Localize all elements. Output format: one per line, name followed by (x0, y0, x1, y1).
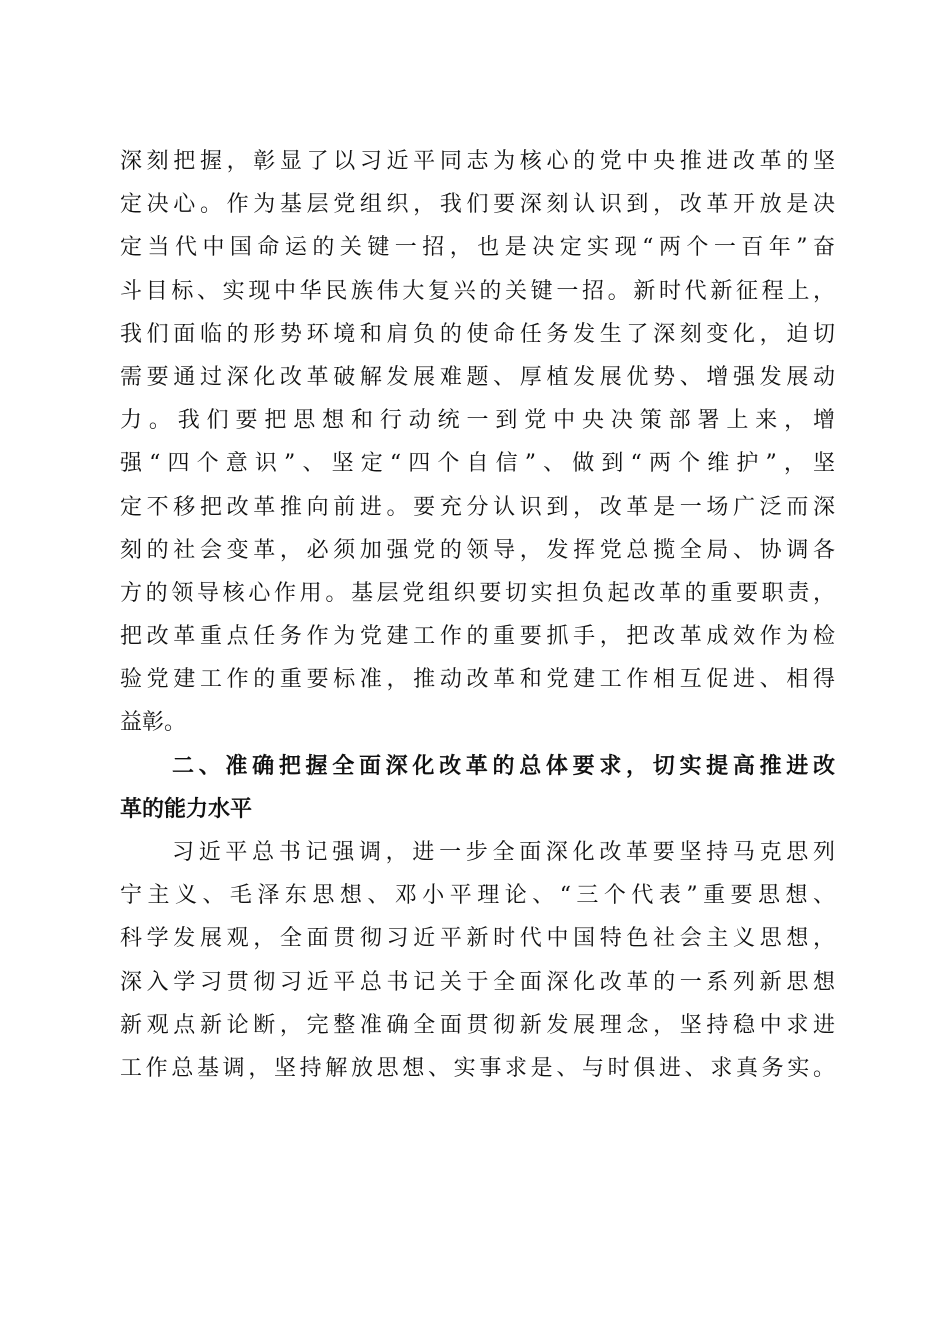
paragraph-line: 定不移把改革推向前进。要充分认识到，改革是一场广泛而深 (120, 494, 835, 520)
paragraph-line: 工作总基调，坚持解放思想、实事求是、与时俱进、求真务实。 (120, 1055, 835, 1081)
paragraph-line: 科学发展观，全面贯彻习近平新时代中国特色社会主义思想， (120, 926, 835, 952)
paragraph-line: 刻的社会变革，必须加强党的领导，发挥党总揽全局、协调各 (120, 537, 835, 563)
paragraph-line: 益彰。 (120, 710, 187, 736)
paragraph-line: 深刻把握，彰显了以习近平同志为核心的党中央推进改革的坚 (120, 149, 835, 174)
paragraph-line: 宁主义、毛泽东思想、邓小平理论、“三个代表”重要思想、 (120, 883, 835, 909)
body-paragraph-1 (120, 140, 835, 745)
paragraph-line: 强“四个意识”、坚定“四个自信”、做到“两个维护”，坚 (120, 451, 835, 477)
paragraph-line: 斗目标、实现中华民族伟大复兴的关键一招。新时代新征程上， (120, 278, 835, 304)
heading-line: 二、准确把握全面深化改革的总体要求，切实提高推进改 (172, 753, 835, 779)
paragraph-line: 习近平总书记强调，进一步全面深化改革要坚持马克思列 (172, 840, 835, 865)
paragraph-line: 我们面临的形势环境和肩负的使命任务发生了深刻变化，迫切 (120, 321, 835, 347)
paragraph-line: 深入学习贯彻习近平总书记关于全面深化改革的一系列新思想 (120, 969, 835, 995)
paragraph-line: 需要通过深化改革破解发展难题、厚植发展优势、增强发展动 (120, 364, 835, 390)
paragraph-line: 方的领导核心作用。基层党组织要切实担负起改革的重要职责， (120, 580, 835, 606)
document-page (120, 140, 835, 1090)
paragraph-line: 力。我们要把思想和行动统一到党中央决策部署上来，增 (120, 408, 835, 434)
paragraph-line: 验党建工作的重要标准，推动改革和党建工作相互促进、相得 (120, 667, 835, 693)
heading-line: 革的能力水平 (120, 796, 253, 822)
paragraph-line: 新观点新论断，完整准确全面贯彻新发展理念，坚持稳中求进 (120, 1012, 835, 1038)
paragraph-line: 定决心。作为基层党组织，我们要深刻认识到，改革开放是决 (120, 192, 835, 218)
section-heading-2 (120, 745, 835, 831)
paragraph-line: 定当代中国命运的关键一招，也是决定实现“两个一百年”奋 (120, 235, 835, 261)
body-paragraph-2 (120, 831, 835, 1090)
paragraph-line: 把改革重点任务作为党建工作的重要抓手，把改革成效作为检 (120, 624, 835, 650)
